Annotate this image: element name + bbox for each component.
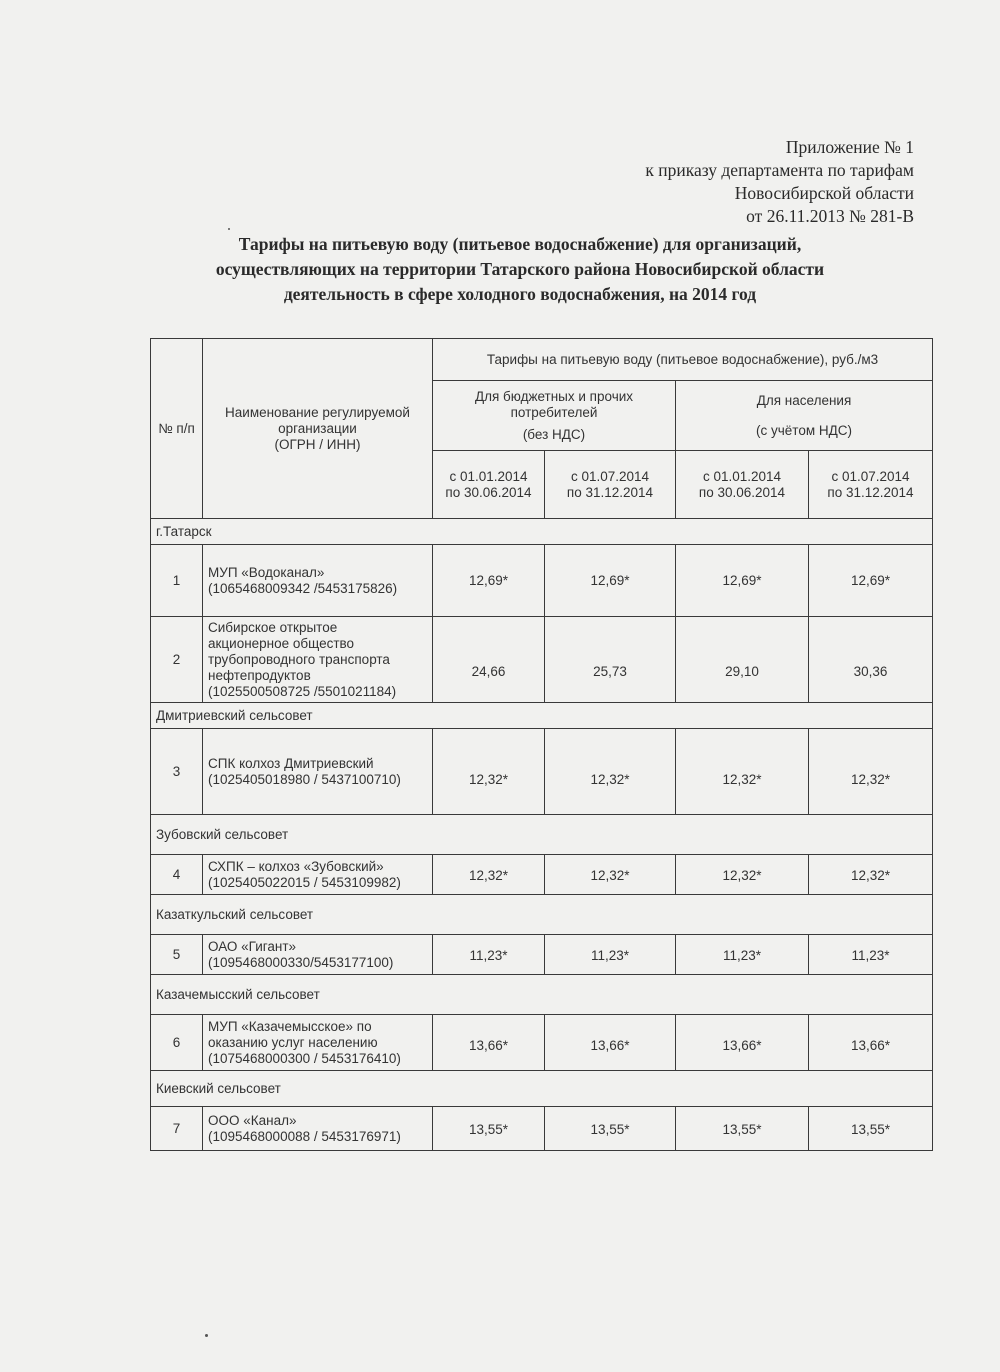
- title-line: осуществляющих на территории Татарского района Новосибирской области: [215, 259, 825, 279]
- org-line: (1065468009342 /5453175826): [208, 580, 398, 596]
- org-line: (1025405018980 / 5437100710): [208, 771, 401, 787]
- region-name: Новосибирской области: [734, 183, 914, 203]
- header-num: № п/п: [151, 339, 203, 519]
- period-from: с 01.07.2014: [831, 468, 910, 484]
- tariff-value: 11,23*: [545, 935, 676, 975]
- org-line: акционерное общество: [208, 635, 355, 651]
- organization-cell: [203, 617, 433, 703]
- tariff-value: 24,66: [433, 617, 545, 703]
- scan-speck: [228, 228, 230, 230]
- org-line: МУП «Водоканал»: [208, 564, 325, 580]
- section-row: Казачемысский сельсовет: [151, 975, 933, 1015]
- tariff-value: 12,69*: [676, 545, 809, 617]
- appendix-header: [645, 136, 914, 228]
- tariff-value: 13,66*: [545, 1015, 676, 1071]
- tariff-value: 13,55*: [809, 1107, 933, 1151]
- org-line: (1075468000300 / 5453176410): [208, 1050, 401, 1066]
- order-reference: к приказу департамента по тарифам: [645, 160, 914, 180]
- tariff-value: 11,23*: [809, 935, 933, 975]
- period-to: по 30.06.2014: [698, 484, 786, 500]
- organization-cell: [203, 1107, 433, 1151]
- tariff-value: 12,69*: [545, 545, 676, 617]
- row-number: 5: [151, 935, 203, 975]
- period-from: с 01.01.2014: [702, 468, 782, 484]
- org-line: (1025500508725 /5501021184): [208, 683, 397, 699]
- tariff-value: 12,32*: [676, 855, 809, 895]
- tariffs-table: [150, 338, 933, 1151]
- header-population-line: Для населения: [756, 392, 852, 408]
- title-line: Тарифы на питьевую воду (питьевое водоснабжение) для организаций,: [238, 234, 802, 254]
- header-budget: [433, 381, 676, 451]
- tariff-value: 12,32*: [433, 855, 545, 895]
- row-number: 1: [151, 545, 203, 617]
- org-line: нефтепродуктов: [208, 667, 311, 683]
- title-line: деятельность в сфере холодного водоснабжения, на 2014 год: [283, 284, 757, 304]
- section-row: Дмитриевский сельсовет: [151, 703, 933, 729]
- org-line: (1095468000330/5453177100): [208, 954, 394, 970]
- org-line: МУП «Казачемысское» по: [208, 1018, 372, 1034]
- section-row: Зубовский сельсовет: [151, 815, 933, 855]
- organization-cell: [203, 729, 433, 815]
- organization-cell: [203, 935, 433, 975]
- org-line: ОАО «Гигант»: [208, 938, 297, 954]
- tariff-value: 12,32*: [545, 855, 676, 895]
- tariff-value: 13,55*: [433, 1107, 545, 1151]
- organization-cell: [203, 855, 433, 895]
- row-number: 3: [151, 729, 203, 815]
- period-to: по 31.12.2014: [566, 484, 654, 500]
- tariff-value: 11,23*: [433, 935, 545, 975]
- tariff-value: 13,66*: [433, 1015, 545, 1071]
- header-org-line: организации: [278, 420, 357, 436]
- tariff-value: 12,32*: [809, 729, 933, 815]
- period-from: с 01.07.2014: [570, 468, 650, 484]
- tariff-value: 29,10: [676, 617, 809, 703]
- org-line: СХПК – колхоз «Зубовский»: [208, 858, 384, 874]
- header-population-line: (с учётом НДС): [756, 422, 852, 438]
- org-line: (1025405022015 / 5453109982): [208, 874, 401, 890]
- document-title: [150, 232, 890, 307]
- organization-cell: [203, 1015, 433, 1071]
- tariff-value: 12,32*: [433, 729, 545, 815]
- row-number: 2: [151, 617, 203, 703]
- tariff-value: 12,32*: [809, 855, 933, 895]
- row-number: 7: [151, 1107, 203, 1151]
- org-line: СПК колхоз Дмитриевский: [208, 755, 374, 771]
- header-budget-line: (без НДС): [522, 426, 586, 442]
- organization-cell: [203, 545, 433, 617]
- org-line: ООО «Канал»: [208, 1112, 297, 1128]
- tariff-value: 12,69*: [809, 545, 933, 617]
- header-period: [433, 451, 545, 519]
- tariff-value: 30,36: [809, 617, 933, 703]
- tariff-value: 13,55*: [676, 1107, 809, 1151]
- tariff-value: 12,32*: [545, 729, 676, 815]
- header-org-line: Наименование регулируемой: [225, 404, 410, 420]
- org-line: Сибирское открытое: [208, 619, 338, 635]
- tariff-value: 13,55*: [545, 1107, 676, 1151]
- period-to: по 31.12.2014: [827, 484, 914, 500]
- header-period: [545, 451, 676, 519]
- order-date-number: от 26.11.2013 № 281-В: [746, 206, 914, 226]
- header-org-line: (ОГРН / ИНН): [274, 436, 361, 452]
- scan-speck: [205, 1334, 208, 1337]
- section-row: Казаткульский сельсовет: [151, 895, 933, 935]
- tariff-value: 13,66*: [676, 1015, 809, 1071]
- org-line: трубопроводного транспорта: [208, 651, 390, 667]
- header-period: [809, 451, 933, 519]
- header-organization: [203, 339, 433, 519]
- section-row: Киевский сельсовет: [151, 1071, 933, 1107]
- tariff-value: 12,32*: [676, 729, 809, 815]
- header-tariffs: Тарифы на питьевую воду (питьевое водоснабжение), руб./м3: [433, 339, 933, 381]
- tariff-value: 11,23*: [676, 935, 809, 975]
- header-period: [676, 451, 809, 519]
- tariff-value: 13,66*: [809, 1015, 933, 1071]
- section-row: г.Татарск: [151, 519, 933, 545]
- tariff-value: 12,69*: [433, 545, 545, 617]
- period-to: по 30.06.2014: [445, 484, 532, 500]
- appendix-label: Приложение № 1: [785, 137, 914, 157]
- header-budget-line: потребителей: [510, 404, 598, 420]
- header-population: [676, 381, 933, 451]
- header-budget-line: Для бюджетных и прочих: [474, 388, 634, 404]
- row-number: 6: [151, 1015, 203, 1071]
- org-line: оказанию услуг населению: [208, 1034, 378, 1050]
- org-line: (1095468000088 / 5453176971): [208, 1128, 401, 1144]
- period-from: с 01.01.2014: [449, 468, 528, 484]
- tariff-value: 25,73: [545, 617, 676, 703]
- row-number: 4: [151, 855, 203, 895]
